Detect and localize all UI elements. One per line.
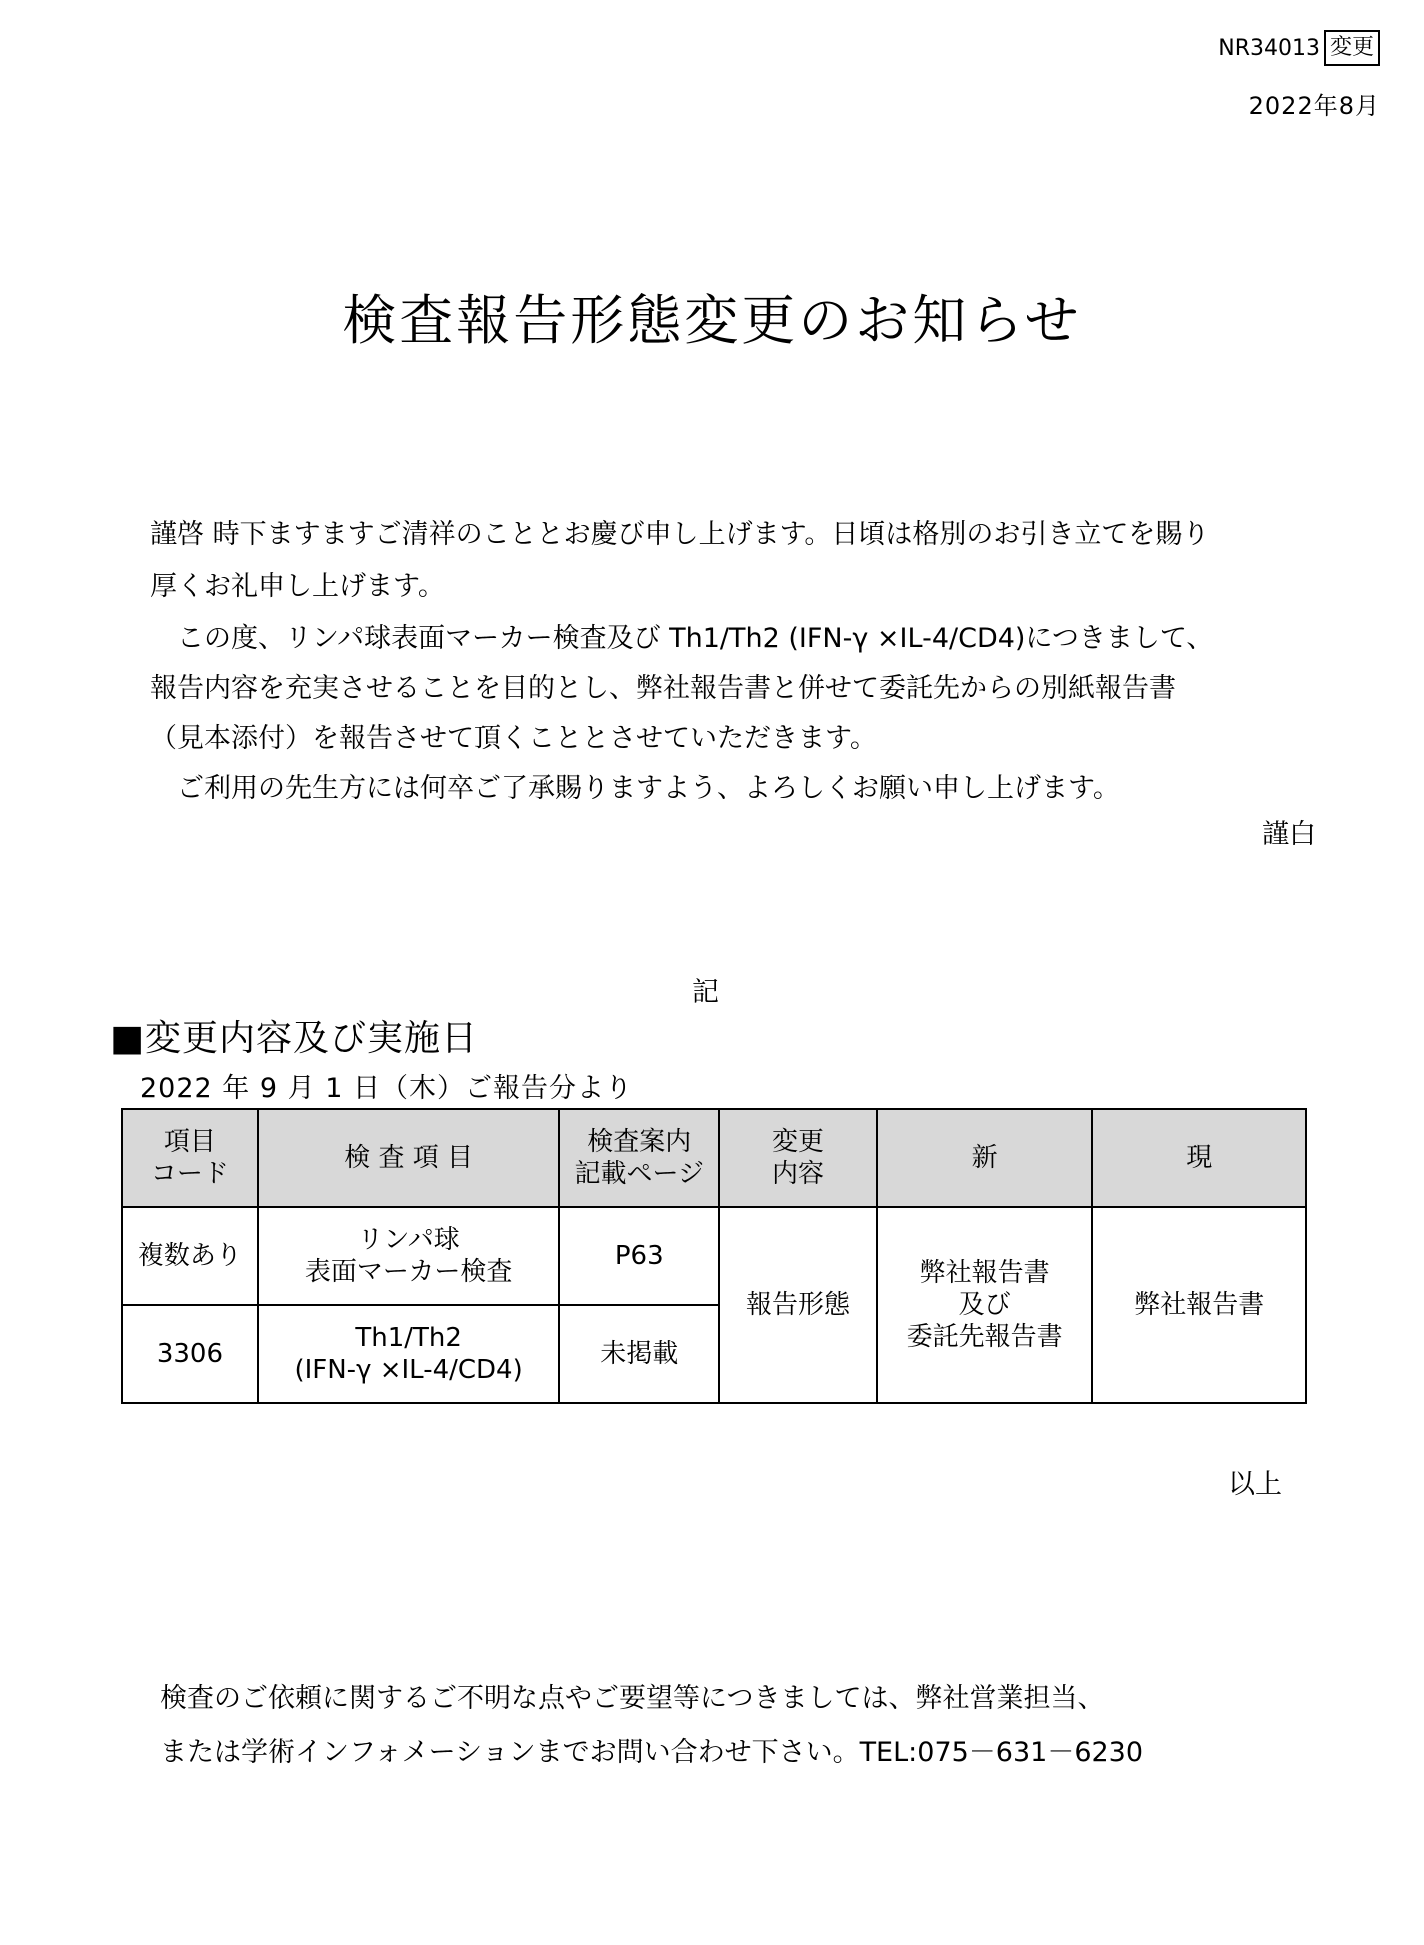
document-id [1218,30,1380,66]
footer-line-2: または学術インフォメーションまでお問い合わせ下さい。TEL:075－631－6230 [160,1737,1144,1768]
header-item-code: 項目 コード [122,1109,258,1207]
body-line-2: 厚くお礼申し上げます。 [150,571,445,602]
body-line-1: 謹啓 時下ますますご清祥のこととお慶び申し上げます。日頃は格別のお引き立てを賜り [150,519,1210,550]
current-report-cell: 弊社報告書 [1092,1207,1306,1403]
closing-word: 謹白 [1262,819,1316,850]
document-date: 2022年8月 [1248,92,1380,120]
row-2-page: 未掲載 [559,1305,719,1403]
table-row [122,1207,1306,1305]
row-2-item: Th1/Th2 (IFN-γ ×IL-4/CD4) [258,1305,560,1403]
new-report-cell: 弊社報告書 及び 委託先報告書 [877,1207,1093,1403]
row-2-code: 3306 [122,1305,258,1403]
row-1-code: 複数あり [122,1207,258,1305]
section-heading: ■変更内容及び実施日 [110,1018,479,1059]
header-test-item: 検 査 項 目 [258,1109,560,1207]
body-line-6: ご利用の先生方には何卒ご了承賜りますよう、よろしくお願い申し上げます。 [150,773,1120,804]
footer-line-1: 検査のご依頼に関するご不明な点やご要望等につきましては、弊社営業担当、 [160,1683,1105,1714]
header-change-content: 変更 内容 [719,1109,877,1207]
change-content-cell: 報告形態 [719,1207,877,1403]
page-title: 検査報告形態変更のお知らせ [342,289,1082,352]
change-table [121,1108,1307,1404]
header-new: 新 [877,1109,1093,1207]
header-guide-page: 検査案内 記載ページ [559,1109,719,1207]
effective-date: 2022 年 9 月 1 日（木）ご報告分より [140,1073,633,1104]
body-line-4: 報告内容を充実させることを目的とし、弊社報告書と併せて委託先からの別紙報告書 [150,673,1176,704]
table-header-row [122,1109,1306,1207]
document-code: NR34013 [1218,35,1320,61]
ijou-closing: 以上 [1228,1469,1282,1500]
body-line-5: （見本添付）を報告させて頂くこととさせていただきます。 [150,723,877,754]
body-line-3: この度、リンパ球表面マーカー検査及び Th1/Th2 (IFN-γ ×IL-4/CD4)につきまして、 [150,623,1214,654]
row-1-item: リンパ球 表面マーカー検査 [258,1207,560,1305]
change-tag: 変更 [1324,30,1380,66]
ki-marker: 記 [692,977,719,1008]
header-current: 現 [1092,1109,1306,1207]
row-1-page: P63 [559,1207,719,1305]
